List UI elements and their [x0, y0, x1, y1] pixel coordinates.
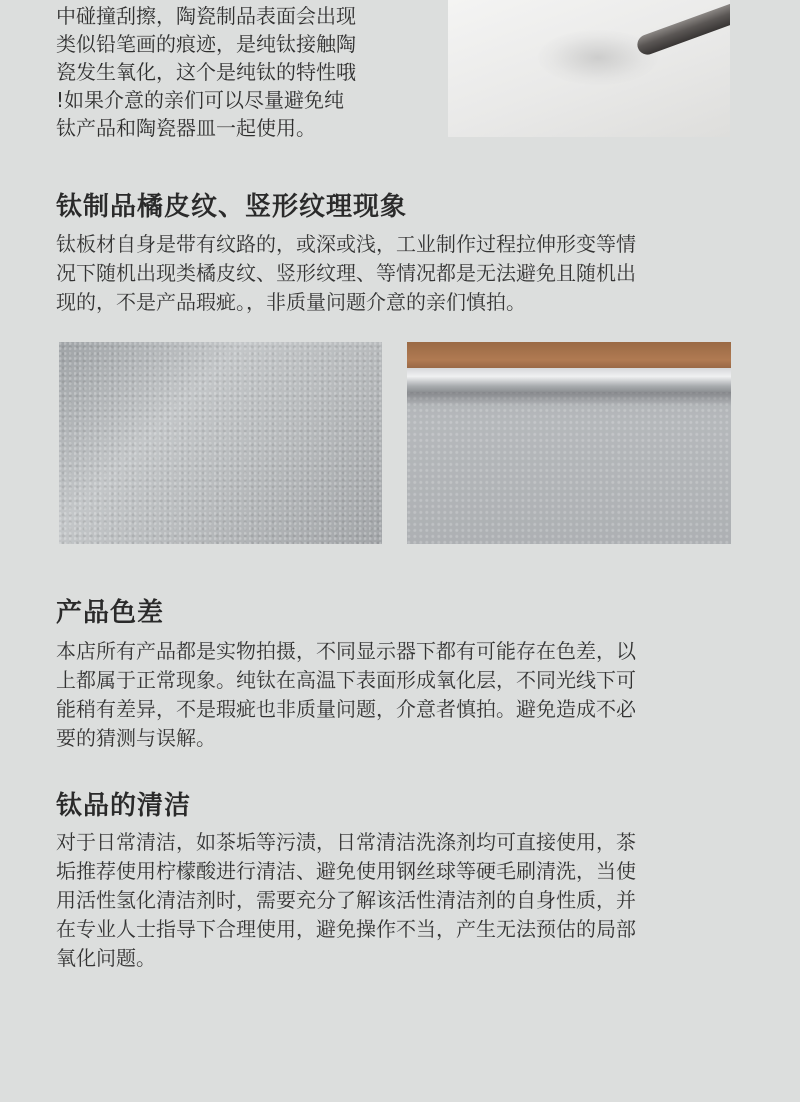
body-line: 况下随机出现类橘皮纹、竖形纹理、等情况都是无法避免且随机出 — [56, 261, 636, 285]
body-line: 本店所有产品都是实物拍摄，不同显示器下都有可能存在色差，以 — [56, 639, 636, 663]
notice-line: 中碰撞刮擦，陶瓷制品表面会出现 — [56, 4, 356, 28]
titanium-chopstick — [635, 0, 730, 57]
body-line: 现的，不是产品瑕疵。，非质量问题介意的亲们慎拍。 — [56, 290, 526, 314]
section-body-color-difference — [56, 637, 736, 753]
rim-shadow — [407, 392, 731, 406]
body-line: 氧化问题。 — [56, 946, 156, 970]
ceramic-contact-notice — [56, 0, 416, 142]
cup-rim — [407, 368, 731, 392]
chopsticks-on-ceramic-photo — [448, 0, 730, 137]
notice-line: 类似铅笔画的痕迹，是纯钛接触陶 — [56, 32, 356, 56]
notice-line: 钛产品和陶瓷器皿一起使用。 — [56, 116, 316, 140]
body-line: 要的猜测与误解。 — [56, 726, 216, 750]
section-title-cleaning: 钛品的清洁 — [56, 791, 192, 821]
body-line: 垢推荐使用柠檬酸进行清洁、避免使用钢丝球等硬毛刷清洗，当使 — [56, 859, 636, 883]
section-title-texture: 钛制品橘皮纹、竖形纹理现象 — [56, 192, 408, 222]
body-line: 钛板材自身是带有纹路的，或深或浅，工业制作过程拉伸形变等情 — [56, 232, 636, 256]
body-line: 上都属于正常现象。纯钛在高温下表面形成氧化层，不同光线下可 — [56, 668, 636, 692]
notice-line: !如果介意的亲们可以尽量避免纯 — [56, 88, 345, 112]
section-body-texture — [56, 230, 736, 317]
notice-line: 瓷发生氧化，这个是纯钛的特性哦 — [56, 60, 356, 84]
body-line: 能稍有差异，不是瑕疵也非质量问题，介意者慎拍。避免造成不必 — [56, 697, 636, 721]
body-line: 在专业人士指导下合理使用，避免操作不当，产生无法预估的局部 — [56, 917, 636, 941]
body-line: 对于日常清洁，如茶垢等污渍，日常清洁洗涤剂均可直接使用，茶 — [56, 830, 636, 854]
section-title-color-difference: 产品色差 — [56, 598, 165, 628]
orange-peel-texture-photo — [59, 342, 382, 544]
vertical-texture-photo — [407, 342, 731, 544]
section-body-cleaning — [56, 828, 736, 973]
body-line: 用活性氢化清洁剂时，需要充分了解该活性清洁剂的自身性质，并 — [56, 888, 636, 912]
